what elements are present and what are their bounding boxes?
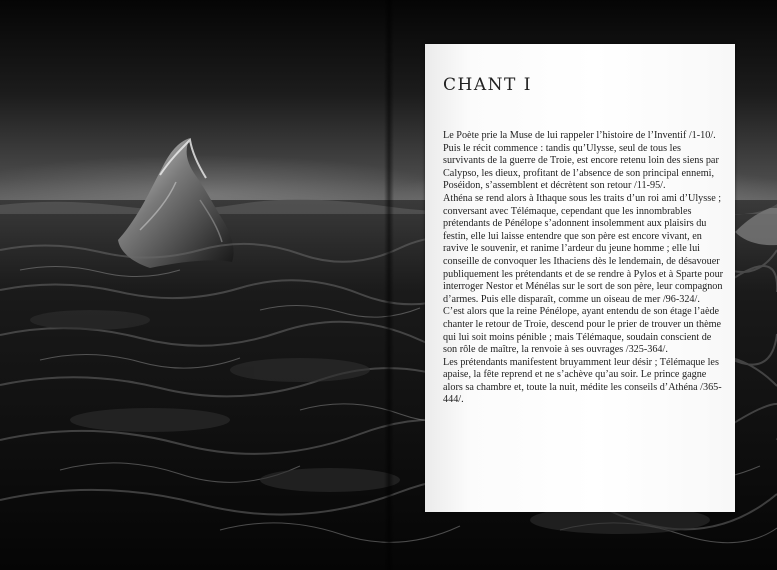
summary-paragraph-2: Puis le récit commence : tandis qu’Ulysse, seul de tous les survivants de la guerre de Troie, est encore retenu loin des siens par Calypso, les dieux, profitant de l’absence de son principal ennemi, Poséidon, s’assemblent et décrètent son retour /11-95/. <box>443 142 719 192</box>
summary-paragraph-3: Athéna se rend alors à Ithaque sous les traits d’un roi ami d’Ulysse ; conversant avec Télémaque, cependant que les innombrables prétendants de Pénélope s’adonnent insolemment aux plaisirs du festin, elle lui laisse entendre que son père est encore vivant, en ravive le souvenir, et ranime l’ardeur du jeune homme ; elle lui conseille de convoquer les Ithaciens dès le lendemain, de désavouer publiquement les prétendants et de se rendre à Pylos et à Sparte pour interroger Nestor et Ménélas sur le sort de son père, leur compagnon d’armes. Puis elle disparaît, comme un oiseau de mer /96-324/. <box>443 192 724 305</box>
summary-paragraph-1: Le Poète prie la Muse de lui rappeler l’histoire de l’Inventif /1-10/. <box>443 130 716 141</box>
chapter-summary <box>443 130 725 407</box>
text-page <box>425 44 735 512</box>
book-gutter <box>384 0 394 570</box>
chapter-title: CHANT I <box>443 75 532 95</box>
summary-paragraph-5: Les prétendants manifestent bruyamment leur désir ; Télémaque les apaise, la fête reprend et ne s’achève qu’au soir. Le prince gagne alors sa chambre et, toute la nuit, médite les conseils d’Athéna /365-444/. <box>443 356 722 406</box>
summary-paragraph-4: C’est alors que la reine Pénélope, ayant entendu de son étage l’aède chanter le retour de Troie, descend pour le prier de trouver un thème qui lui soit moins pénible ; mais Télémaque, soudain conscient de son rôle de maître, la renvoie à ses ouvrages /325-364/. <box>443 306 722 356</box>
